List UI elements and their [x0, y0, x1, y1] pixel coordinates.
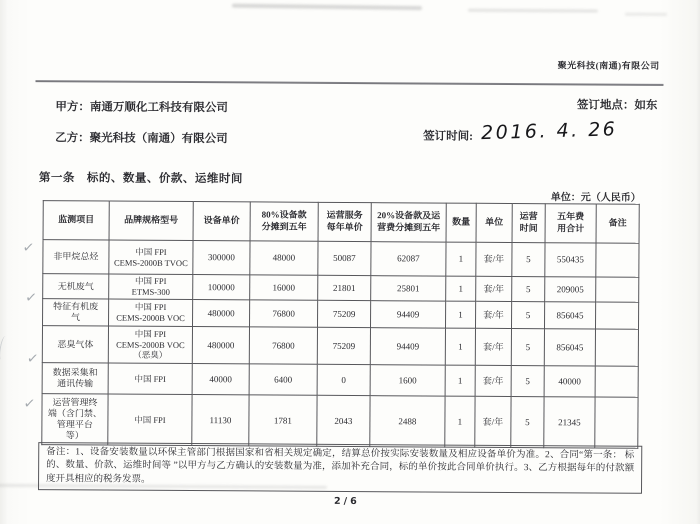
table-cell: 5 — [511, 365, 544, 396]
table-cell: 中国 FPI CEMS-2000B VOC （恶臭） — [108, 326, 192, 364]
scan-smudge — [468, 9, 598, 13]
table-cell: 套/年 — [476, 276, 512, 301]
table-cell: 无机废气 — [43, 274, 109, 299]
scan-smudge — [625, 13, 667, 16]
header-rule — [35, 80, 663, 86]
table-cell: 套/年 — [475, 328, 511, 365]
sign-time-label: 签订时间: — [423, 130, 474, 143]
table-cell: 300000 — [193, 241, 250, 275]
table-cell: 100000 — [193, 275, 250, 300]
table-cell — [596, 243, 639, 277]
table-cell: 209005 — [545, 277, 596, 302]
table-cell: 856045 — [544, 302, 595, 329]
table-row — [42, 326, 638, 367]
table-cell: 套/年 — [476, 242, 512, 276]
table-row — [42, 363, 638, 398]
table-cell: 76800 — [250, 300, 318, 327]
table-cell: 5 — [511, 328, 544, 365]
table-cell: 运营管理终 端（含门禁、 管理平台 等） — [42, 394, 108, 445]
col-header-remark: 备注 — [596, 204, 639, 243]
table-cell: 40000 — [544, 366, 595, 397]
table-row — [43, 274, 639, 303]
table-cell: 1 — [445, 328, 475, 365]
check-mark-icon: ✓ — [22, 395, 37, 413]
sign-place-line — [577, 96, 658, 112]
table-cell: 0 — [317, 364, 370, 395]
sign-time-line — [423, 118, 618, 145]
table-row — [43, 240, 639, 278]
sign-place-label: 签订地点： — [576, 99, 635, 112]
col-header-operation-years: 运营 时间 — [512, 203, 545, 242]
table-cell: 套/年 — [475, 396, 511, 447]
table-cell — [595, 397, 638, 448]
table-cell: 中国 FPI ETMS-300 — [109, 274, 193, 300]
table-cell: 5 — [512, 242, 545, 276]
table-cell: 中国 FPI — [108, 394, 192, 446]
table-cell: 1 — [445, 365, 475, 396]
table-cell: 856045 — [544, 329, 595, 366]
table-cell: 94409 — [370, 301, 445, 328]
scan-smudge — [232, 4, 422, 10]
party-b-line: 乙方：聚光科技（南通）有限公司 — [55, 132, 228, 146]
table-row — [43, 299, 639, 330]
col-header-unit-price: 设备单价 — [193, 202, 250, 241]
table-cell: 2043 — [317, 395, 370, 446]
table-body — [42, 240, 639, 449]
table-cell: 21801 — [318, 275, 371, 300]
table-cell: 中国 FPI — [108, 363, 192, 395]
table-header-row — [43, 201, 639, 244]
table-cell: 25801 — [371, 276, 446, 301]
table-cell: 非甲烷总烃 — [43, 240, 109, 274]
table-cell: 5 — [511, 396, 544, 447]
table-cell: 21345 — [544, 397, 595, 448]
table-cell: 中国 FPI CEMS-2000B TVOC — [109, 240, 193, 275]
table-cell: 11130 — [192, 395, 249, 446]
table-cell — [595, 302, 638, 329]
table-cell: 16000 — [250, 275, 318, 300]
table-cell: 6400 — [249, 364, 317, 395]
party-a-line: 甲方：南通万顺化工科技有限公司 — [55, 101, 228, 115]
table-cell: 套/年 — [475, 365, 511, 396]
table-cell: 2488 — [370, 396, 445, 447]
table-cell: 1 — [445, 396, 475, 447]
table-cell: 套/年 — [475, 301, 511, 328]
currency-unit-note: 单位：元（人民币） — [550, 192, 641, 204]
col-header-brand-model: 品牌规格型号 — [109, 201, 193, 241]
check-mark-icon: ✓ — [25, 350, 40, 368]
section-title: 第一条 标的、数量、价款、运维时间 — [38, 172, 243, 186]
table-cell: 50087 — [318, 241, 371, 275]
table-cell — [595, 366, 638, 397]
col-header-service-price: 运营服务 每年单价 — [318, 202, 371, 241]
col-header-80pct: 80%设备款 分摊到五年 — [250, 202, 318, 241]
table-cell: 62087 — [371, 242, 446, 276]
table-cell: 75209 — [317, 327, 370, 364]
table-cell: 中国 FPI CEMS-2000B VOC — [109, 299, 193, 327]
col-header-monitor-item: 监测项目 — [43, 201, 109, 240]
table-cell: 数据采集和 通讯传输 — [42, 363, 108, 394]
table-cell: 40000 — [192, 364, 249, 395]
table-cell: 1 — [445, 301, 475, 328]
scan-edge-mark — [0, 335, 9, 360]
table-cell: 480000 — [192, 327, 249, 364]
table-cell: 1 — [446, 276, 476, 301]
table-cell: 94409 — [370, 328, 445, 365]
table-cell: 特征有机废 气 — [43, 299, 109, 326]
table-cell: 48000 — [250, 241, 318, 275]
table-cell: 5 — [511, 301, 544, 328]
remark-note-box: 备注：1、设备安装数量以环保主管部门根据国家和省相关规定确定，结算总价按实际安装数量及相应设备单价为准。2、合同“第一条： 标的、数量、价款、运维时间等 ”以甲方与乙方确认的安装数量为准，添加补充合同，标的单价按此合同单价执行。3、乙方根据每年的付款额度开具相应的税务发票。 — [38, 442, 642, 494]
col-header-quantity: 数量 — [446, 203, 476, 242]
col-header-20pct: 20%设备款及运 营费分摊到五年 — [371, 203, 446, 242]
col-header-five-year-total: 五年费 用合计 — [545, 204, 596, 243]
table-cell — [596, 277, 639, 302]
check-mark-icon: ✓ — [21, 239, 36, 257]
table-cell: 恶臭气体 — [42, 326, 108, 363]
sign-time-handwritten-date: 2016. 4. 26 — [480, 118, 618, 145]
table-cell: 550435 — [545, 243, 596, 277]
table-row — [42, 394, 638, 449]
table-cell: 1 — [446, 242, 476, 276]
table-cell: 76800 — [249, 327, 317, 364]
table-cell: 75209 — [318, 300, 371, 327]
header-company-name: 聚光科技(南通)有限公司 — [557, 60, 660, 71]
page-number: 2/6 — [334, 495, 360, 508]
table-cell: 1600 — [370, 365, 445, 396]
table-cell: 480000 — [193, 300, 250, 327]
col-header-unit: 单位 — [476, 203, 512, 242]
table-cell — [595, 329, 638, 366]
table-cell: 5 — [512, 276, 545, 301]
sign-place-value: 如东 — [634, 99, 658, 112]
price-schedule-table — [41, 200, 639, 449]
check-mark-icon: ✓ — [24, 289, 38, 307]
table-cell: 1781 — [249, 395, 317, 446]
